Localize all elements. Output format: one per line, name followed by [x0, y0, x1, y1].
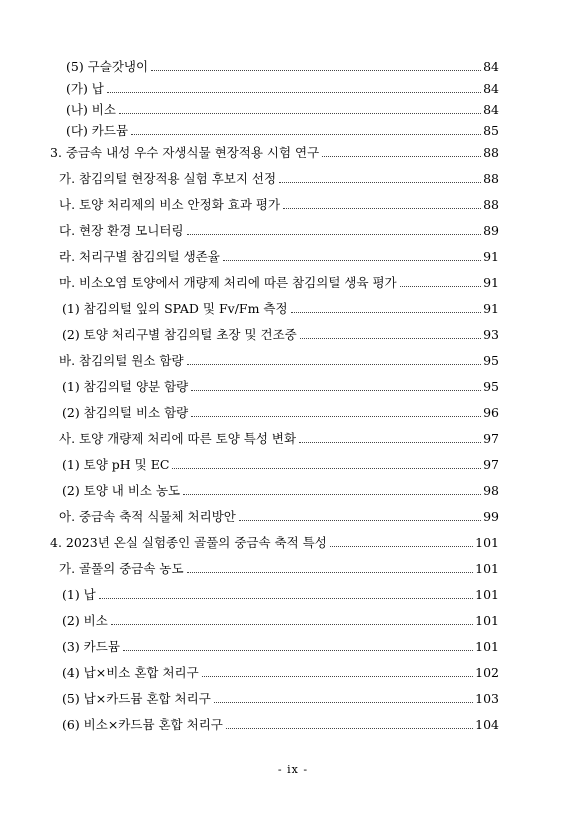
toc-entry[interactable]: [62, 455, 499, 473]
toc-entry-title: (2) 참김의털 비소 함량: [62, 405, 189, 420]
toc-entry-title: (6) 비소×카드뮴 혼합 처리구: [62, 717, 223, 732]
toc-entry-title: (2) 토양 처리구별 참김의털 초장 및 건조중: [62, 327, 297, 342]
toc-entry-title: 아. 중금속 축적 식물체 처리방안: [59, 509, 236, 524]
toc-entry-page: 97: [483, 457, 499, 472]
toc-entry[interactable]: [62, 325, 499, 343]
toc-entry[interactable]: [59, 273, 499, 291]
toc-dot-leader: [226, 727, 473, 729]
toc-entry[interactable]: [59, 429, 499, 447]
toc-entry-page: 88: [483, 145, 499, 160]
toc-dot-leader: [191, 415, 481, 417]
toc-entry[interactable]: [62, 663, 499, 681]
toc-entry[interactable]: [66, 121, 499, 139]
toc-dot-leader: [239, 519, 481, 521]
toc-entry-page: 88: [483, 171, 499, 186]
toc-entry-title: 나. 토양 처리제의 비소 안정화 효과 평가: [59, 197, 281, 212]
toc-dot-leader: [187, 363, 482, 365]
toc-entry-title: (3) 카드뮴: [62, 639, 120, 654]
toc-entry[interactable]: [66, 57, 499, 75]
toc-entry-title: (다) 카드뮴: [66, 123, 129, 138]
toc-dot-leader: [187, 571, 474, 573]
toc-entry-page: 103: [475, 691, 499, 706]
toc-dot-leader: [291, 311, 482, 313]
toc-entry-page: 101: [475, 535, 499, 550]
toc-entry-title: (나) 비소: [66, 102, 116, 117]
toc-entry[interactable]: [59, 351, 499, 369]
toc-dot-leader: [330, 545, 473, 547]
toc-dot-leader: [151, 69, 481, 71]
toc-entry-page: 101: [475, 613, 499, 628]
toc-entry-page: 85: [483, 123, 499, 138]
toc-dot-leader: [400, 285, 481, 287]
toc-entry-title: (1) 참김의털 잎의 SPAD 및 Fv/Fm 측정: [62, 301, 288, 316]
toc-entry-page: 104: [475, 717, 499, 732]
toc-entry-title: 라. 처리구별 참김의털 생존율: [59, 249, 220, 264]
toc-entry-page: 91: [483, 249, 499, 264]
toc-entry-page: 91: [483, 275, 499, 290]
toc-dot-leader: [223, 259, 481, 261]
toc-dot-leader: [172, 467, 481, 469]
toc-entry-title: (1) 참김의털 양분 함량: [62, 379, 189, 394]
toc-entry-page: 84: [483, 59, 499, 74]
toc-entry-page: 95: [483, 379, 499, 394]
toc-entry-page: 102: [475, 665, 499, 680]
toc-dot-leader: [202, 675, 473, 677]
toc-entry[interactable]: [59, 195, 499, 213]
toc-entry-page: 91: [483, 301, 499, 316]
toc-dot-leader: [187, 233, 482, 235]
toc-entry[interactable]: [59, 221, 499, 239]
toc-entry-page: 98: [483, 483, 499, 498]
toc-entry[interactable]: [62, 377, 499, 395]
toc-entry[interactable]: [62, 403, 499, 421]
toc-dot-leader: [119, 112, 481, 114]
toc-entry-page: 101: [475, 639, 499, 654]
toc-entry-title: 가. 골풀의 중금속 농도: [59, 561, 184, 576]
toc-entry[interactable]: [50, 533, 499, 551]
toc-entry[interactable]: [62, 689, 499, 707]
toc-entry-title: 사. 토양 개량제 처리에 따른 토양 특성 변화: [59, 431, 297, 446]
toc-entry[interactable]: [62, 715, 499, 733]
toc-entry-page: 96: [483, 405, 499, 420]
toc-entry-title: (4) 납×비소 혼합 처리구: [62, 665, 199, 680]
toc-dot-leader: [131, 133, 481, 135]
toc-entry[interactable]: [59, 559, 499, 577]
toc-entry-page: 93: [483, 327, 499, 342]
toc-entry-page: 99: [483, 509, 499, 524]
toc-dot-leader: [279, 181, 481, 183]
toc-entry[interactable]: [59, 169, 499, 187]
toc-entry-title: (1) 토양 pH 및 EC: [62, 457, 170, 472]
toc-dot-leader: [283, 207, 481, 209]
toc-entry-title: 가. 참김의털 현장적용 실험 후보지 선정: [59, 171, 277, 186]
toc-dot-leader: [322, 155, 481, 157]
toc-entry[interactable]: [62, 481, 499, 499]
toc-entry-title: (2) 토양 내 비소 농도: [62, 483, 181, 498]
toc-dot-leader: [183, 493, 481, 495]
toc-dot-leader: [111, 623, 473, 625]
toc-entry[interactable]: [59, 247, 499, 265]
toc-entry[interactable]: [66, 100, 499, 118]
toc-entry-page: 101: [475, 587, 499, 602]
toc-dot-leader: [99, 597, 473, 599]
toc-entry-page: 84: [483, 81, 499, 96]
toc-entry[interactable]: [62, 585, 499, 603]
toc-entry-title: 마. 비소오염 토양에서 개량제 처리에 따른 참김의털 생육 평가: [59, 275, 397, 290]
toc-entry-title: 3. 중금속 내성 우수 자생식물 현장적용 시험 연구: [50, 145, 320, 160]
toc-entry-page: 97: [483, 431, 499, 446]
toc-entry[interactable]: [62, 299, 499, 317]
toc-entry-title: (2) 비소: [62, 613, 108, 628]
toc-entry-title: (가) 납: [66, 81, 104, 96]
toc-dot-leader: [107, 91, 481, 93]
toc-entry-title: 4. 2023년 온실 실험종인 골풀의 중금속 축적 특성: [50, 535, 327, 550]
toc-entry[interactable]: [62, 637, 499, 655]
toc-entry-title: (5) 납×카드뮴 혼합 처리구: [62, 691, 211, 706]
toc-dot-leader: [191, 389, 481, 391]
toc-entry-title: 바. 참김의털 원소 함량: [59, 353, 184, 368]
toc-dot-leader: [123, 649, 473, 651]
toc-entry[interactable]: [66, 79, 499, 97]
toc-entry-page: 89: [483, 223, 499, 238]
toc-entry-page: 84: [483, 102, 499, 117]
toc-dot-leader: [300, 337, 481, 339]
toc-entry[interactable]: [50, 143, 499, 161]
toc-entry-title: (5) 구슬갓냉이: [66, 59, 149, 74]
page-number: - ix -: [277, 763, 309, 776]
toc-dot-leader: [214, 701, 473, 703]
toc-entry-title: 다. 현장 환경 모니터링: [59, 223, 184, 238]
toc-dot-leader: [299, 441, 481, 443]
toc-entry[interactable]: [62, 611, 499, 629]
toc-entry[interactable]: [59, 507, 499, 525]
toc-entry-page: 88: [483, 197, 499, 212]
toc-entry-page: 101: [475, 561, 499, 576]
toc-entry-title: (1) 납: [62, 587, 96, 602]
toc-entry-page: 95: [483, 353, 499, 368]
